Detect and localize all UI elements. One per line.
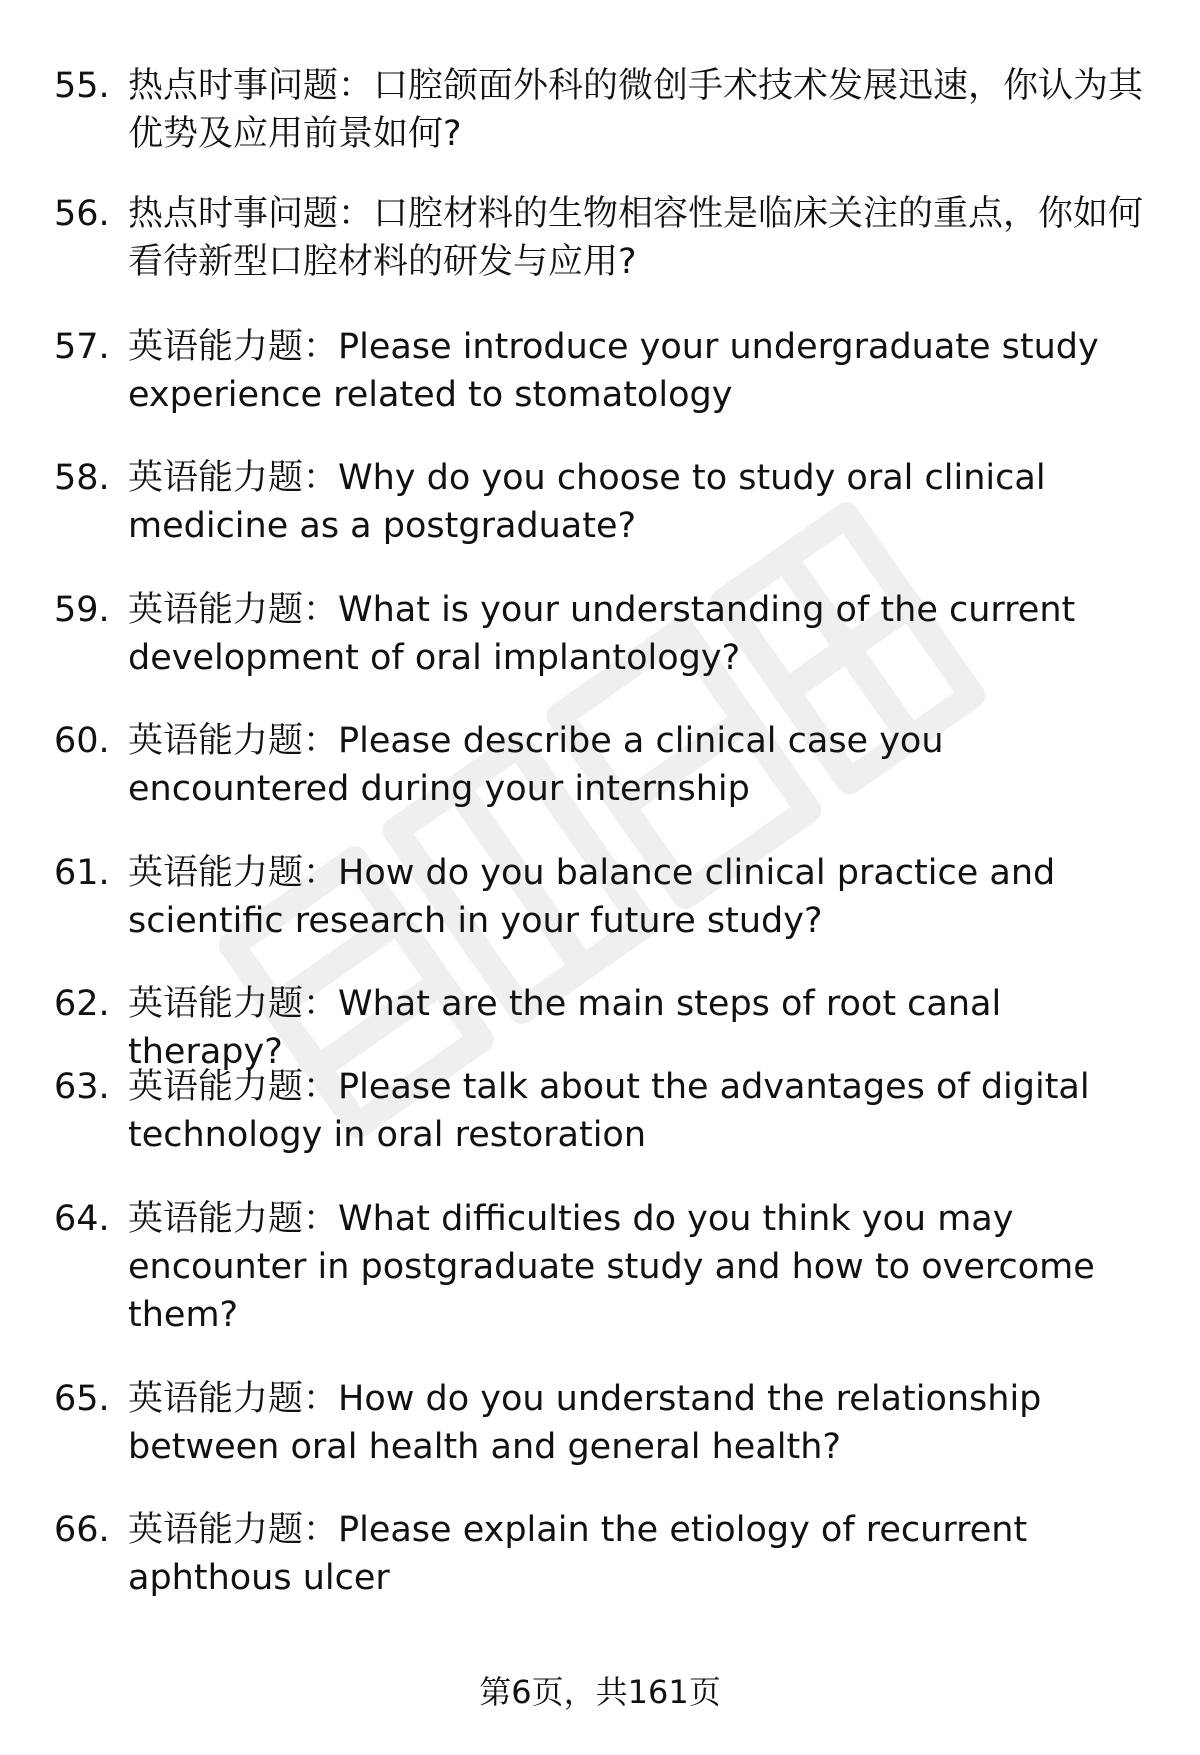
question-text: 英语能力题：What is your understanding of the current development of oral implantology? (128, 590, 1076, 678)
question-number: 64. (54, 1199, 110, 1239)
question-text: 热点时事问题：口腔材料的生物相容性是临床关注的重点，你如何看待新型口腔材料的研发与应用? (128, 194, 1144, 282)
question-number: 61. (54, 853, 110, 893)
question-number: 55. (54, 66, 110, 106)
question-text: 英语能力题：How do you understand the relationship between oral health and general health? (128, 1379, 1042, 1467)
question-text: 英语能力题：Why do you choose to study oral clinical medicine as a postgraduate? (128, 458, 1046, 546)
question-text: 英语能力题：Please talk about the advantages of digital technology in oral restoration (128, 1067, 1090, 1155)
question-text: 英语能力题：What difficulties do you think you may encounter in postgraduate study and how to overcome them? (128, 1199, 1095, 1335)
question-text: 英语能力题：Please describe a clinical case you encountered during your internship (128, 721, 944, 809)
question-text: 英语能力题：What are the main steps of root canal therapy? (128, 984, 1002, 1072)
question-text: 英语能力题：How do you balance clinical practice and scientific research in your future study? (128, 853, 1056, 941)
question-number: 56. (54, 194, 110, 234)
question-number: 57. (54, 327, 110, 367)
question-number: 62. (54, 984, 110, 1024)
question-number: 58. (54, 458, 110, 498)
question-number: 66. (54, 1510, 110, 1550)
question-number: 59. (54, 590, 110, 630)
question-text: 英语能力题：Please explain the etiology of recurrent aphthous ulcer (128, 1510, 1028, 1598)
page-footer: 第6页，共161页 (479, 1673, 721, 1711)
question-number: 60. (54, 721, 110, 761)
question-text: 英语能力题：Please introduce your undergraduate study experience related to stomatology (128, 327, 1099, 415)
question-number: 65. (54, 1379, 110, 1419)
question-text: 热点时事问题：口腔颌面外科的微创手术技术发展迅速，你认为其优势及应用前景如何? (128, 66, 1144, 154)
question-number: 63. (54, 1067, 110, 1107)
